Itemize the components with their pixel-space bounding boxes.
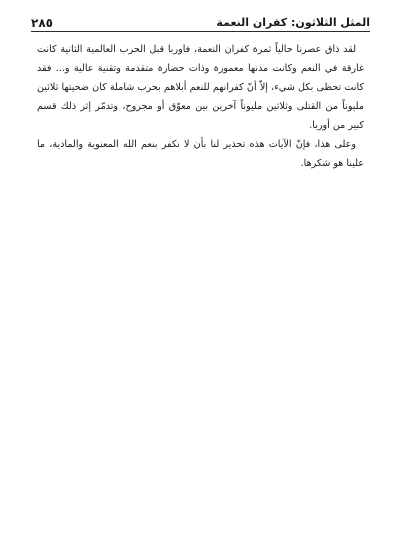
- page-number: ٢٨٥: [31, 16, 53, 30]
- header-divider: [31, 31, 370, 32]
- running-title: المثل الثلاثون: كفران النعمة: [216, 16, 370, 29]
- page-header: [31, 10, 370, 30]
- paragraph: وعلى هذا، فإنّ الآيات هذه تحذير لنا بأن لا نكفر بنعم الله المعنوية والمادية، ما علينا هو شكرها.: [37, 139, 364, 169]
- body-text: [37, 40, 364, 173]
- paragraph: لقد ذاق عصرنا حالياً ثمرة كفران النعمة، فاوربا قبل الحرب العالمية الثانية كانت غارقة في النعم وكانت مدنها معمورة وذات حضارة متقدمة وتقنية عالية و... فقد كانت تحظى بكل شيء، إلاّ أنّ كفرانهم للنعم أبلاهم بحرب شاملة كان ضحيتها ثلاثين مليوناً من القتلى وثلاثين مليوناً آخرين بين معوّق أو مجروح، وتدمّر إثر ذلك قسم كبير من أوربا.: [37, 44, 364, 131]
